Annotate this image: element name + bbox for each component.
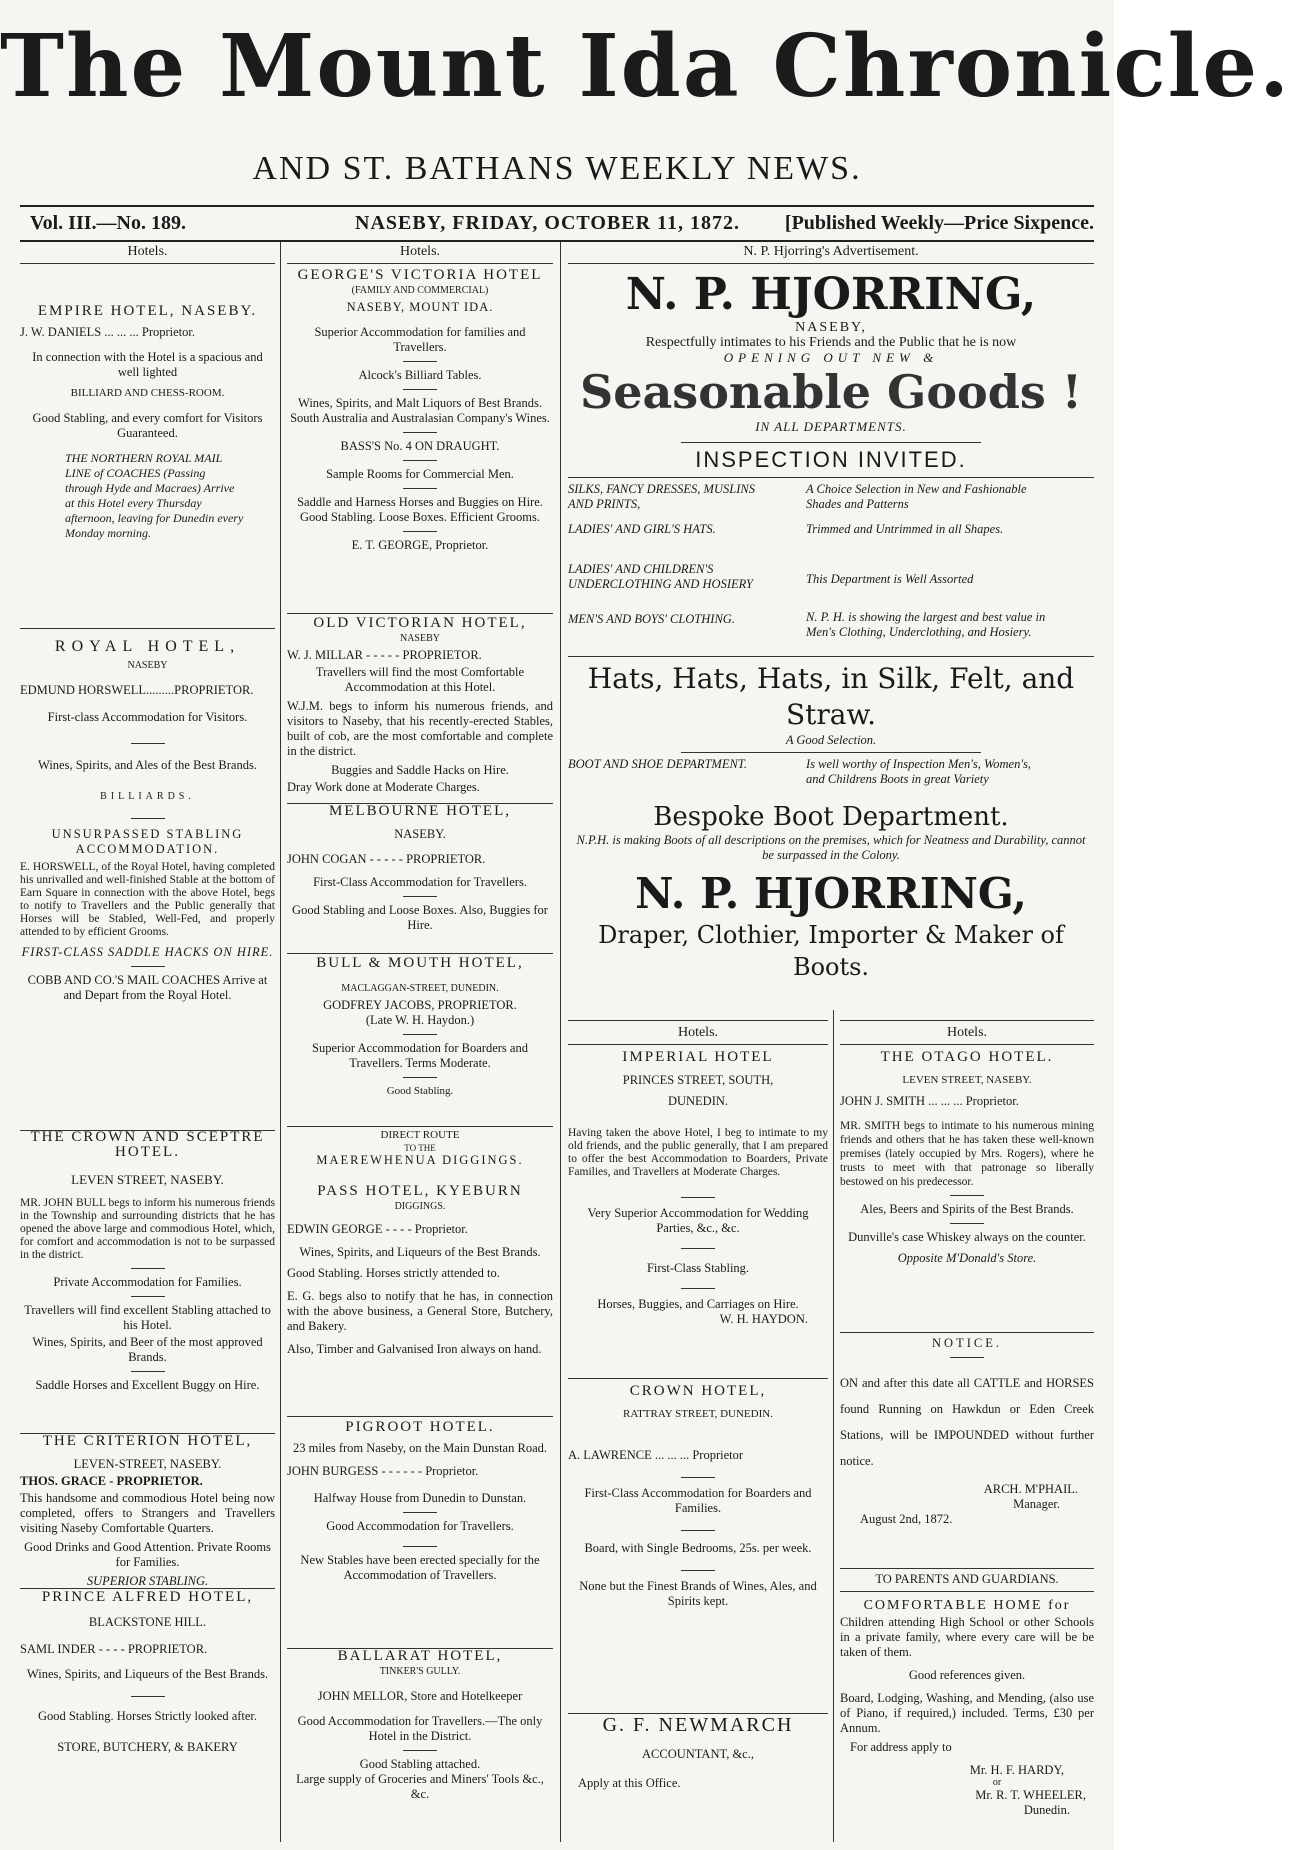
ad-crown-hotel: CROWN HOTEL, RATTRAY STREET, DUNEDIN. A. LAWRENCE ... ... ... Proprietor First-Class Accommodation for Boarders and Families. Board, with Single Bedrooms, 25s. per week. None but the Finest Brands of Wines, Ales, and Spirits kept. <box>568 1383 817 1608</box>
ad-prince-alfred: PRINCE ALFRED HOTEL, BLACKSTONE HILL. SAML INDER - - - - PROPRIETOR. Wines, Spirits, and Liqueurs of the Best Brands. Good Stabling. Horses Strictly looked after. STORE, BUTCHERY, & BAKERY <box>20 1589 269 1754</box>
ad-parents-guardians: TO PARENTS AND GUARDIANS. COMFORTABLE HOME for Children attending High School or other Schools in a private family, where every care will be be taken of them. Good references given. Board, Lodging, Washing, and Mending, (also use of Piano, if required,) included. Terms, £30 per Annum. For address apply to Mr. H. F. HARDY, or Mr. R. T. WHEELER, Dunedin. <box>840 1572 1094 1817</box>
column-3: Hotels. IMPERIAL HOTEL PRINCES STREET, SOUTH, DUNEDIN. Having taken the above Hotel, I beg to intimate to my old friends, and the public generally, that I am prepared to offer the best Accommodation to Boarders, Private Families, and Travellers at Moderate Charges. Very Superior Accommodation for Wedding Parties, &c., &c. First-Class Stabling. Horses, Buggies, and Carriages on Hire. W. H. HAYDON. CROWN HOTEL, RATTRAY STREET, DUNEDIN. A. LAWRENCE ... ... ... Proprietor First-Class Accommodation for Boarders and Families. Board, with Single Bedrooms, 25s. per week. None but the Finest Brands of Wines, Ales, and Spirits kept. G. F. NEWMARCH ACCOUNTANT, &c., Apply at this Office. <box>568 1016 828 1842</box>
ad-hjorring: N. P. Hjorring's Advertisement. N. P. HJORRING, NASEBY, Respectfully intimates to his Friends and the Public that he is now OPENING OUT NEW & Seasonable Goods ! IN ALL DEPARTMENTS. INSPECTION INVITED. SILKS, FANCY DRESSES, MUSLINS AND PRINTS, A Choice Selection in New and Fashionable Shades and Patterns LADIES' AND GIRL'S HATS. Trimmed and Untrimmed in all Shapes. LADIES' AND CHILDREN'S UNDERCLOTHING AND HOSIERY This Department is Well Assorted MEN'S AND BOYS' CLOTHING. N. P. H. is showing the largest and best value in Men's Clothing, Underclothing, and Hosiery. Hats, Hats, Hats, in Silk, Felt, and Straw. A Good Selection. BOOT AND SHOE DEPARTMENT. Is well worthy of Inspection Men's, Women's, and Childrens Boots in great Variety Bespoke Boot Department. N.P.H. is making Boots of all descriptions on the premises, which for Neatness and Durability, cannot be surpassed in the Colony. N. P. HJORRING, Draper, Clothier, Importer & Maker of Boots. <box>568 244 1094 1012</box>
price: [Published Weekly—Price Sixpence. <box>784 212 1094 234</box>
ad-criterion-hotel: THE CRITERION HOTEL, LEVEN-STREET, NASEBY. THOS. GRACE - PROPRIETOR. This handsome and commodious Hotel being now completed, offers to Strangers and Travellers visiting Naseby Comfortable Quarters. Good Drinks and Good Attention. Private Rooms for Families. SUPERIOR STABLING. <box>20 1433 275 1588</box>
ad-empire-hotel: EMPIRE HOTEL, NASEBY. J. W. DANIELS ... ... ... Proprietor. In connection with the Hotel is a spacious and well lighted BILLIARD AND CHESS-ROOM. Good Stabling, and every comfort for Visitors Guaranteed. THE NORTHERN ROYAL MAIL LINE of COACHES (Passing through Hyde and Macraes) Arrive at this Hotel every Thursday afternoon, leaving for Dunedin every Monday morning. <box>20 304 275 541</box>
column-1 <box>20 244 275 1844</box>
boot-shoe-dept: BOOT AND SHOE DEPARTMENT. Is well worthy of Inspection Men's, Women's, and Childrens Boots in great Variety <box>568 757 1031 786</box>
ad-melbourne-hotel: MELBOURNE HOTEL, NASEBY. JOHN COGAN - - - - - PROPRIETOR. First-Class Accommodation for Travellers. Good Stabling and Loose Boxes. Also, Buggies for Hire. <box>287 803 548 932</box>
hjorring-name-2: N. P. HJORRING, <box>635 869 1027 918</box>
ad-royal-hotel: ROYAL HOTEL, NASEBY EDMUND HORSWELL.........PROPRIETOR. First-class Accommodation for Visitors. Wines, Spirits, and Ales of the Best Brands. BILLIARDS. UNSURPASSED STABLING ACCOMMODATION. E. HORSWELL, of the Royal Hotel, having completed his unrivalled and well-finished Stable at the bottom of Earn Square in connection with the above Hotel, begs to notify to Travellers and the Public generally that Horses will be Stabled, Well-Fed, and properly attended to by efficient Grooms. FIRST-CLASS SADDLE HACKS ON HIRE. COBB AND CO.'S MAIL COACHES Arrive at and Depart from the Royal Hotel. <box>20 638 275 1002</box>
column-2 <box>287 244 553 1844</box>
ad-georges-victoria: GEORGE'S VICTORIA HOTEL (FAMILY AND COMMERCIAL) NASEBY, MOUNT IDA. Superior Accommodation for families and Travellers. Alcock's Billiard Tables. Wines, Spirits, and Malt Liquors of Best Brands. South Australia and Australasian Company's Wines. BASS'S No. 4 ON DRAUGHT. Sample Rooms for Commercial Men. Saddle and Harness Horses and Buggies on Hire. Good Stabling. Loose Boxes. Efficient Grooms. E. T. GEORGE, Proprietor. <box>290 267 550 552</box>
hats-line: Hats, Hats, Hats, in Silk, Felt, and Straw. <box>587 662 1075 731</box>
ad-newmarch: G. F. NEWMARCH ACCOUNTANT, &c., Apply at this Office. <box>578 1714 794 1790</box>
seasonable-goods: Seasonable Goods ! <box>580 365 1082 419</box>
bespoke-boot: Bespoke Boot Department. <box>653 802 1009 832</box>
ad-crown-sceptre: THE CROWN AND SCEPTRE HOTEL. LEVEN STREET, NASEBY. MR. JOHN BULL begs to inform his numerous friends in the Township and surrounding districts that he has opened the above large and commodious Hotel, which, for comfort and accommodation is not to be surpassed in the district. Private Accommodation for Families. Travellers will find excellent Stabling attached to his Hotel. Wines, Spirits, and Beer of the most approved Brands. Saddle Horses and Excellent Buggy on Hire. <box>20 1129 275 1392</box>
ad-ballarat-hotel: BALLARAT HOTEL, TINKER'S GULLY. JOHN MELLOR, Store and Hotelkeeper Good Accommodation for Travellers.—The only Hotel in the District. Good Stabling attached. Large supply of Groceries and Miners' Tools &c., &c. <box>296 1648 544 1801</box>
ad-proprietor: J. W. DANIELS ... ... ... Proprietor. <box>20 325 195 339</box>
issue-date: NASEBY, FRIDAY, OCTOBER 11, 1872. <box>355 212 740 234</box>
draper-line: Draper, Clothier, Importer & Maker of Boots. <box>598 921 1064 981</box>
ad-pass-hotel: PASS HOTEL, KYEBURN DIGGINGS. EDWIN GEORGE - - - - Proprietor. Wines, Spirits, and Liqueurs of the Best Brands. Good Stabling. Horses strictly attended to. E. G. begs also to notify that he has, in connection with the above business, a General Store, Butchery, and Bakery. Also, Timber and Galvanised Iron always on hand. <box>287 1183 553 1356</box>
ad-title: EMPIRE HOTEL, NASEBY. <box>37 303 258 319</box>
volume-number: Vol. III.—No. 189. <box>30 212 186 234</box>
masthead-subtitle: AND ST. BATHANS WEEKLY NEWS. <box>252 150 862 187</box>
ad-old-victorian: OLD VICTORIAN HOTEL, NASEBY W. J. MILLAR - - - - - PROPRIETOR. Travellers will find the most Comfortable Accommodation at this Hotel. W.J.M. begs to inform his numerous friends, and visitors to Naseby, that his recently-erected Stables, built of cob, are the most comfortable and complete in the district. Buggies and Saddle Hacks on Hire. Dray Work done at Moderate Charges. <box>287 615 553 794</box>
ad-direct-route: DIRECT ROUTE TO THE MAEREWHENUA DIGGINGS. <box>316 1129 524 1167</box>
ad-bull-mouth: BULL & MOUTH HOTEL, MACLAGGAN-STREET, DUNEDIN. GODFREY JACOBS, PROPRIETOR. (Late W. H. Haydon.) Superior Accommodation for Boarders and Travellers. Terms Moderate. Good Stabling. <box>312 955 528 1097</box>
column-heading: Hotels. <box>399 244 441 259</box>
mail-notice: THE NORTHERN ROYAL MAIL LINE of COACHES (Passing through Hyde and Macraes) Arrive at this Hotel every Thursday afternoon, leaving for Dunedin every Monday morning. <box>65 451 244 540</box>
masthead-title: The Mount Ida Chronicle. <box>0 16 1291 117</box>
rule-bottom <box>20 240 1094 242</box>
column-4: Hotels. THE OTAGO HOTEL. LEVEN STREET, NASEBY. JOHN J. SMITH ... ... ... Proprietor. MR. SMITH begs to intimate to his numerous mining friends and others that he has taken these well-known premises (lately occupied by Mrs. Rogers), where he trusts to meet with that patronage so liberally bestowed on his predecessor. Ales, Beers and Spirits of the Best Brands. Dunville's case Whiskey always on the counter. Opposite M'Donald's Store. NOTICE. ON and after this date all CATTLE and HORSES found Running on Hawkdun or Eden Creek Stations, will be IMPOUNDED without further notice. ARCH. M'PHAIL. Manager. August 2nd, 1872. TO PARENTS AND GUARDIANS. COMFORTABLE HOME for Children attending High School or other Schools in a private family, where every care will be be taken of them. Good references given. Board, Lodging, Washing, and Mending, (also use of Piano, if required,) included. Terms, £30 per Annum. For address apply to Mr. H. F. HARDY, or Mr. R. T. WHEELER, Dunedin. <box>840 1016 1094 1842</box>
ad-notice: NOTICE. ON and after this date all CATTLE and HORSES found Running on Hawkdun or Eden Creek Stations, will be IMPOUNDED without further notice. ARCH. M'PHAIL. Manager. August 2nd, 1872. <box>840 1336 1094 1526</box>
column-divider-3 <box>833 1010 834 1842</box>
hjorring-name: N. P. HJORRING, <box>625 269 1037 320</box>
column-divider-2 <box>560 242 561 1842</box>
dateline <box>30 212 1094 242</box>
column-heading: Hotels. <box>127 244 168 259</box>
rule-top <box>20 205 1094 207</box>
ad-otago-hotel: THE OTAGO HOTEL. LEVEN STREET, NASEBY. JOHN J. SMITH ... ... ... Proprietor. MR. SMITH begs to intimate to his numerous mining friends and others that he has taken these well-known premises (lately occupied by Mrs. Rogers), where he trusts to meet with that patronage so liberally bestowed on his predecessor. Ales, Beers and Spirits of the Best Brands. Dunville's case Whiskey always on the counter. Opposite M'Donald's Store. <box>840 1049 1094 1265</box>
ad-pigroot-hotel: PIGROOT HOTEL. 23 miles from Naseby, on the Main Dunstan Road. JOHN BURGESS - - - - - - Proprietor. Halfway House from Dunedin to Dunstan. Good Accommodation for Travellers. New Stables have been erected specially for the Accommodation of Travellers. <box>287 1419 547 1582</box>
column-divider-1 <box>280 242 281 1842</box>
ad-imperial-hotel: IMPERIAL HOTEL PRINCES STREET, SOUTH, DUNEDIN. Having taken the above Hotel, I beg to intimate to my old friends, and the public generally, that I am prepared to offer the best Accommodation to Boarders, Private Families, and Travellers at Moderate Charges. Very Superior Accommodation for Wedding Parties, &c., &c. First-Class Stabling. Horses, Buggies, and Carriages on Hire. W. H. HAYDON. <box>568 1049 828 1326</box>
goods-list: SILKS, FANCY DRESSES, MUSLINS AND PRINTS, A Choice Selection in New and Fashionable Shades and Patterns LADIES' AND GIRL'S HATS. Trimmed and Untrimmed in all Shapes. LADIES' AND CHILDREN'S UNDERCLOTHING AND HOSIERY This Department is Well Assorted MEN'S AND BOYS' CLOTHING. N. P. H. is showing the largest and best value in Men's Clothing, Underclothing, and Hosiery. <box>568 482 1046 639</box>
